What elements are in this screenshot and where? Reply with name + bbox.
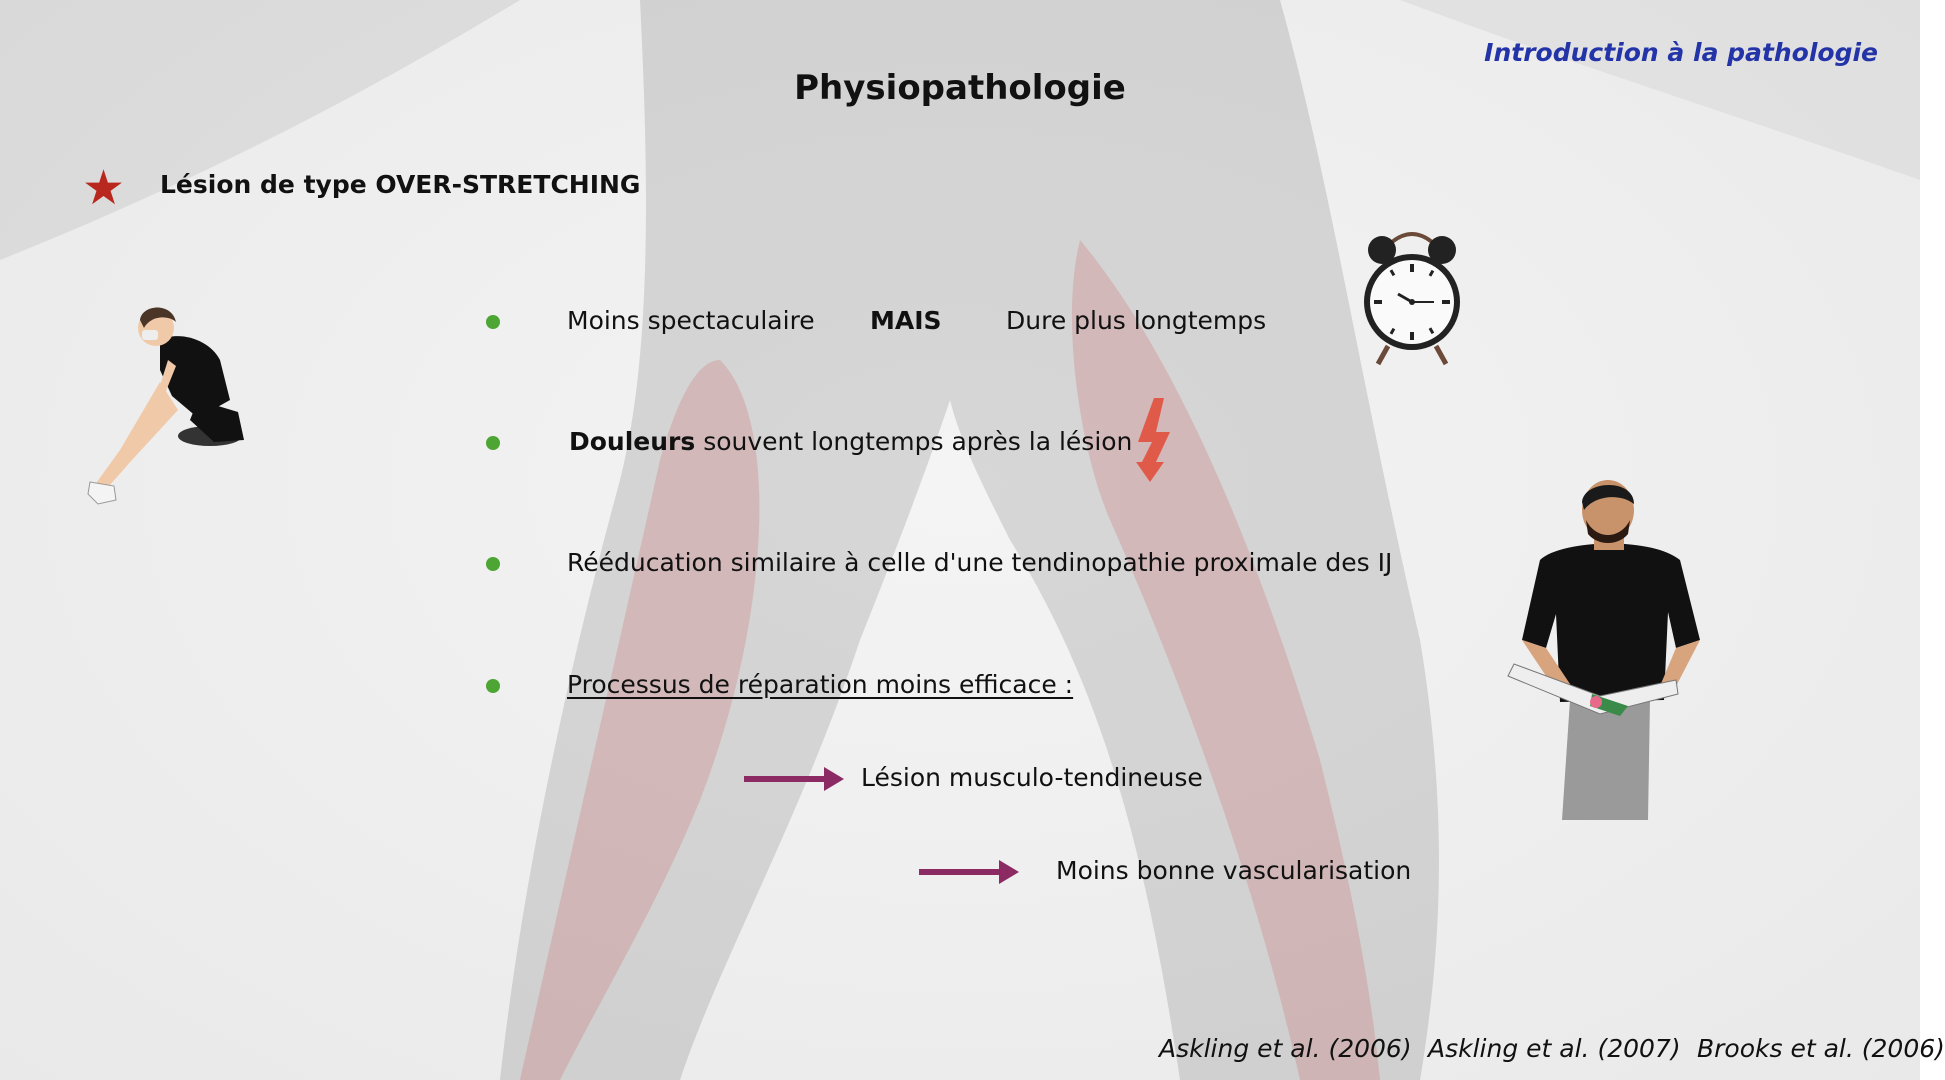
point-2-text [569, 427, 1132, 456]
star-icon: ★ [82, 160, 126, 216]
bullet-point-icon [486, 315, 500, 329]
point-3-text: Rééducation similaire à celle d'une tendinopathie proximale des IJ [567, 548, 1393, 577]
page-title: Physiopathologie [794, 68, 1126, 108]
point-1-text-a: Moins spectaculaire [567, 306, 815, 335]
alarm-clock-icon [1362, 228, 1462, 368]
stretching-person-illustration [80, 300, 280, 520]
bullet-point-icon [486, 436, 500, 450]
point-4-text: Processus de réparation moins efficace : [567, 670, 1074, 699]
point-1-connector: MAIS [870, 306, 942, 335]
arrow-right-icon [744, 767, 844, 791]
section-label: Introduction à la pathologie [1484, 38, 1878, 67]
reference-1: Askling et al. (2006) [1159, 1034, 1412, 1063]
point-2-rest: souvent longtemps après la lésion [695, 427, 1133, 456]
reference-2: Askling et al. (2007) [1428, 1034, 1681, 1063]
point-1-text-b: Dure plus longtemps [1006, 306, 1267, 335]
lesion-type-heading: Lésion de type OVER-STRETCHING [160, 170, 641, 199]
bullet-point-icon [486, 557, 500, 571]
man-reading-illustration [1500, 480, 1720, 820]
sub-point-1-text: Lésion musculo-tendineuse [861, 763, 1203, 792]
reference-3: Brooks et al. (2006) [1697, 1034, 1945, 1063]
sub-point-2-text: Moins bonne vascularisation [1056, 856, 1412, 885]
arrow-right-icon [919, 860, 1019, 884]
point-2-bold: Douleurs [569, 427, 696, 456]
lightning-icon [1134, 398, 1174, 482]
bullet-point-icon [486, 679, 500, 693]
